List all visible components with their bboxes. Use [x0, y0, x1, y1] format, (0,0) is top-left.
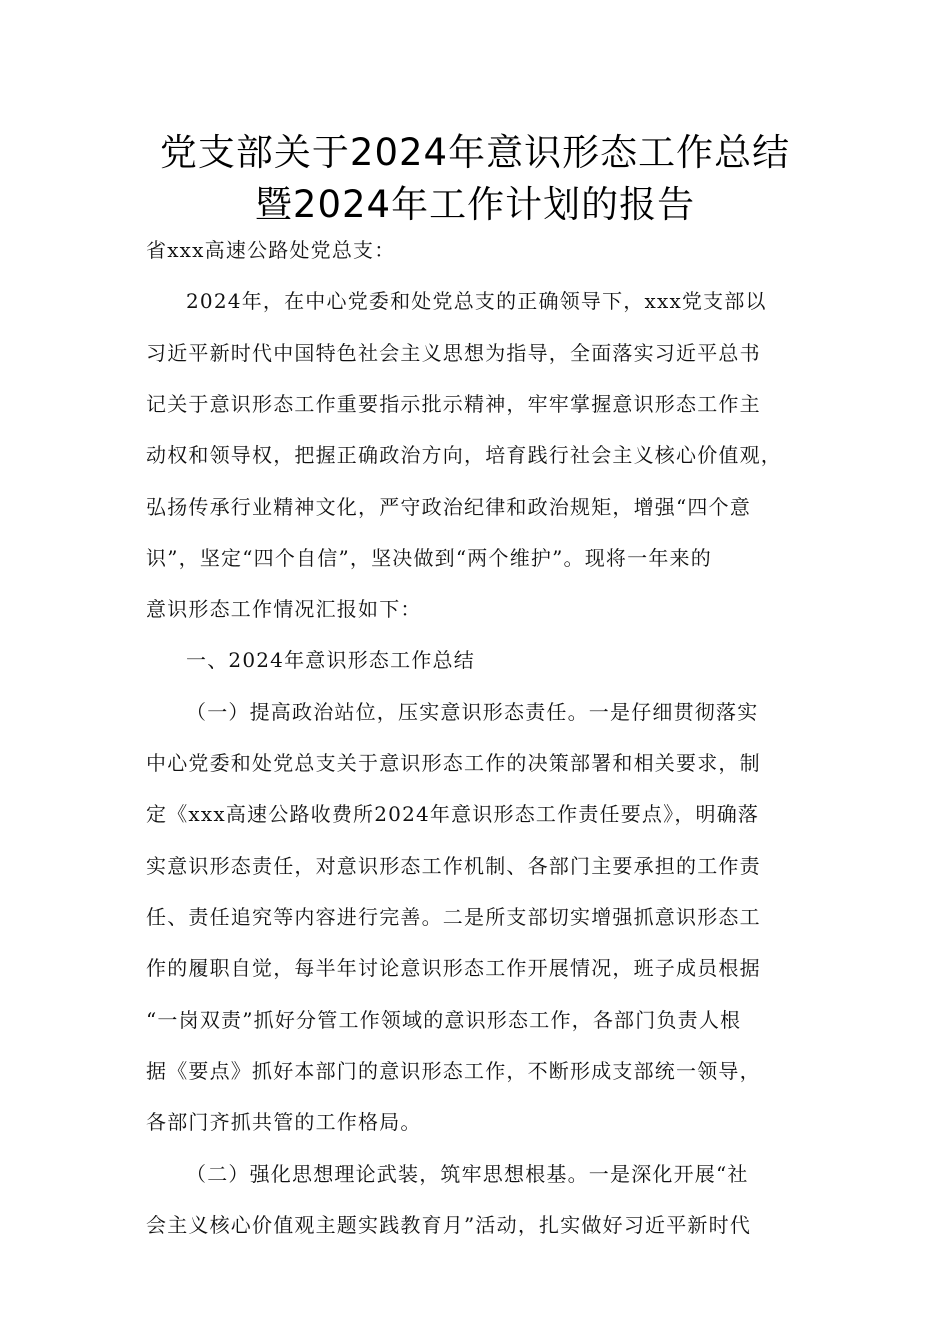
document-title-line-2: 暨2024年工作计划的报告	[254, 183, 696, 226]
body-line: 实意识形态责任，对意识形态工作机制、各部门主要承担的工作责	[146, 854, 761, 878]
body-line: 任、责任追究等内容进行完善。二是所支部切实增强抓意识形态工	[146, 905, 761, 929]
body-line: 2024年，在中心党委和处党总支的正确领导下，xxx党支部以	[186, 289, 767, 313]
body-line: 作的履职自觉，每半年讨论意识形态工作开展情况，班子成员根据	[146, 956, 761, 980]
body-line: 定《xxx高速公路收费所2024年意识形态工作责任要点》，明确落	[146, 802, 760, 826]
body-line: 弘扬传承行业精神文化，严守政治纪律和政治规矩，增强“四个意	[146, 495, 752, 519]
body-line: （一）提高政治站位，压实意识形态责任。一是仔细贯彻落实	[186, 700, 759, 724]
body-line: 习近平新时代中国特色社会主义思想为指导，全面落实习近平总书	[146, 341, 761, 365]
body-line: 中心党委和处党总支关于意识形态工作的决策部署和相关要求，制	[146, 751, 761, 775]
body-line: 据《要点》抓好本部门的意识形态工作，不断形成支部统一领导，	[146, 1059, 761, 1083]
document-title-line-1: 党支部关于2024年意识形态工作总结	[159, 131, 791, 174]
body-line: “一岗双责”抓好分管工作领域的意识形态工作，各部门负责人根	[146, 1008, 742, 1032]
body-line: 会主义核心价值观主题实践教育月”活动，扎实做好习近平新时代	[146, 1213, 752, 1237]
body-line: 识”，坚定“四个自信”，坚决做到“两个维护”。现将一年来的	[146, 546, 712, 570]
body-line: （二）强化思想理论武装，筑牢思想根基。一是深化开展“社	[186, 1162, 749, 1186]
body-line: 各部门齐抓共管的工作格局。	[146, 1110, 422, 1134]
section-heading: 一、2024年意识形态工作总结	[186, 648, 475, 672]
body-line: 动权和领导权，把握正确政治方向，培育践行社会主义核心价值观，	[146, 443, 782, 467]
body-line: 意识形态工作情况汇报如下：	[146, 597, 422, 621]
body-line: 记关于意识形态工作重要指示批示精神，牢牢掌握意识形态工作主	[146, 392, 761, 416]
salutation: 省xxx高速公路处党总支：	[146, 238, 396, 262]
